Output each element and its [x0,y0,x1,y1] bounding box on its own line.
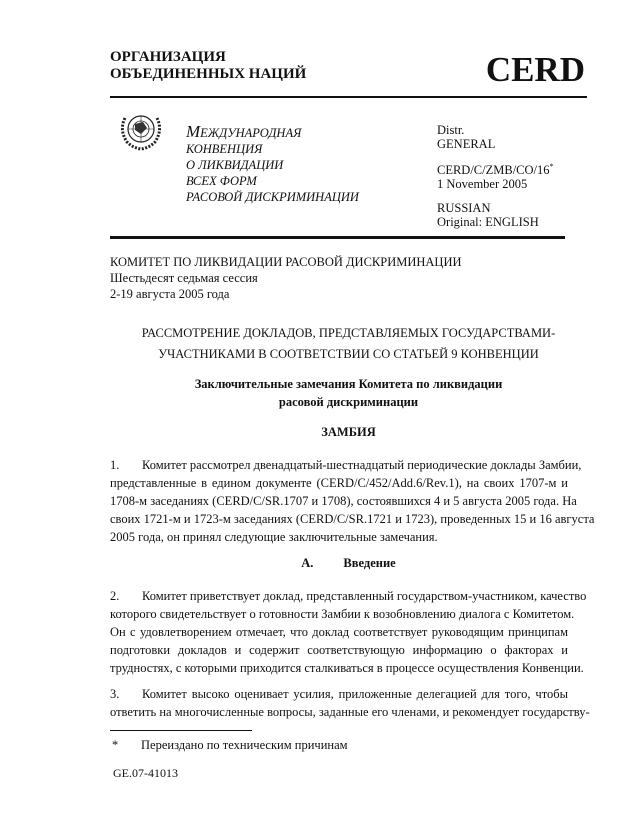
line-text: Комитет высоко оценивает усилия, приложенные делегацией для того, чтобы [142,687,568,701]
para-3-line: ответить на многочисленные вопросы, заданные его членами, и рекомендует государству- [110,705,590,719]
convention-line-3: О ЛИКВИДАЦИИ [186,158,284,172]
convention-line-2: КОНВЕНЦИЯ [186,142,263,156]
para-1-line: 1708-м заседаниях (CERD/C/SR.1707 и 1708), состоявшихся 4 и 5 августа 2005 года. На [110,494,577,508]
line-text: Комитет рассмотрел двенадцатый-шестнадцатый периодические доклады Замбии, [142,458,582,472]
org-line-1: ОРГАНИЗАЦИЯ [110,49,226,65]
para-1-line [110,458,582,473]
para-2-line: трудностях, с которыми приходится сталкиваться в процессе осуществления Конвенции. [110,661,584,675]
job-number: GE.07-41013 [113,766,178,780]
para-3-line [110,687,568,702]
section-letter: A. [301,556,314,570]
original-language: Original: ENGLISH [437,215,539,229]
para-number: 1. [110,458,120,472]
document-symbol-cerd: CERD [485,50,585,89]
footnote-ref: * [549,162,554,171]
convention-line-1: ЕЖДУНАРОДНАЯ [200,126,302,140]
para-1-line: представленные в едином документе (CERD/C/452/Add.6/Rev.1), на своих 1707-м и [110,476,568,490]
distr-label: Distr. [437,123,465,137]
para-2-line: Он с удовлетворением отмечает, что доклад соответствует руководящим принципам [110,625,568,639]
un-emblem-icon [113,108,169,154]
subtitle-line-1: Заключительные замечания Комитета по ликвидации [194,377,503,391]
thick-rule [110,236,565,239]
para-1-line: своих 1721-м и 1723-м заседаниях (CERD/C/SR.1721 и 1723), проведенных 15 и 16 августа [110,512,595,526]
subtitle-line-2: расовой дискриминации [278,395,419,409]
para-2-line: которого свидетельствует о готовности Замбии к возобновлению диалога с Комитетом. [110,607,575,621]
footnote-mark: * [112,738,119,752]
distr-value: GENERAL [437,137,496,151]
convention-initial: М [186,122,201,141]
session: Шестьдесят седьмая сессия [110,271,258,285]
doc-date: 1 November 2005 [437,177,528,191]
country-heading: ЗАМБИЯ [321,425,376,439]
session-dates: 2-19 августа 2005 года [110,287,230,301]
org-name [110,49,306,83]
line-text: Комитет приветствует доклад, представленный государством-участником, качество [142,589,587,603]
header-rule [110,96,587,98]
para-1-line: 2005 года, он принял следующие заключительные замечания. [110,530,438,544]
para-2-line: подготовки докладов и содержит соответствующую информацию о факторах и [110,643,568,657]
para-number: 2. [110,589,120,603]
footnote-rule [110,730,252,731]
para-number: 3. [110,687,120,701]
doc-symbol [437,162,554,178]
org-line-2: ОБЪЕДИНЕННЫХ НАЦИЙ [110,66,307,82]
title-line-2: УЧАСТНИКАМИ В СООТВЕТСТВИИ СО СТАТЬЕЙ 9 КОНВЕНЦИИ [158,347,539,361]
title-line-1: РАССМОТРЕНИЕ ДОКЛАДОВ, ПРЕДСТАВЛЯЕМЫХ ГОСУДАРСТВАМИ- [141,326,556,340]
section-a-heading [110,556,587,571]
convention-title [186,124,359,205]
committee-name: КОМИТЕТ ПО ЛИКВИДАЦИИ РАСОВОЙ ДИСКРИМИНАЦИИ [110,255,462,269]
para-2-line [110,589,587,604]
doc-language: RUSSIAN [437,201,491,215]
doc-symbol-text: CERD/C/ZMB/CO/16 [437,163,550,178]
footnote-text: Переиздано по техническим причинам [141,738,348,752]
convention-line-5: РАСОВОЙ ДИСКРИМИНАЦИИ [186,190,359,204]
convention-line-4: ВСЕХ ФОРМ [186,174,257,188]
section-title: Введение [343,556,396,570]
